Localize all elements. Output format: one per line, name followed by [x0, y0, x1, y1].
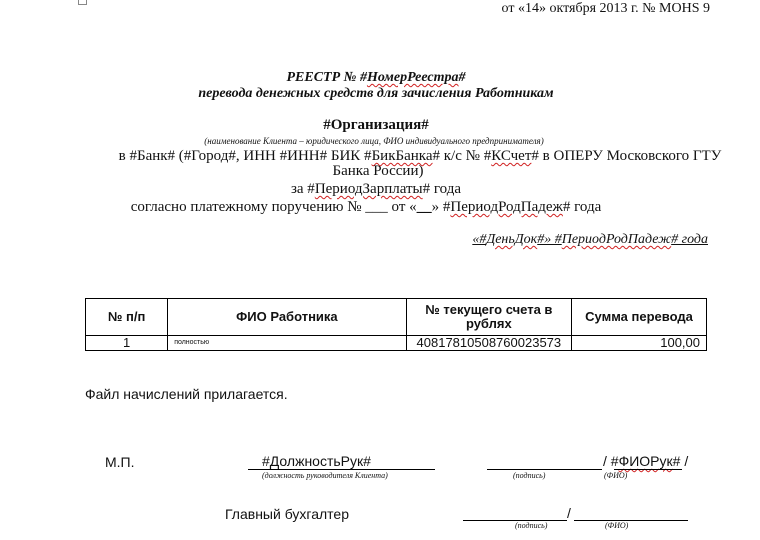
registry-subtitle: перевода денежных средств для зачисления Работникам — [198, 86, 554, 101]
registry-title — [0, 70, 756, 86]
head-position-caption: (должность руководителя Клиента) — [262, 471, 388, 480]
head-position-placeholder — [262, 453, 371, 469]
document-date — [472, 232, 708, 248]
organization-placeholder: #Организация# — [323, 117, 429, 133]
bank-text-3: # в ОПЕРУ Московского ГТУ — [531, 148, 722, 164]
salary-period — [0, 181, 756, 198]
head-signature-caption: (подпись) — [513, 471, 546, 480]
attachment-note: Файл начислений прилагается. — [85, 386, 288, 402]
bank-text-2: # к/с № # — [432, 148, 492, 164]
table-header-row — [86, 299, 707, 336]
period-suffix: # года — [422, 181, 462, 197]
payment-prefix: согласно платежному поручению № ___ от « — [130, 199, 417, 215]
head-fio-line — [614, 469, 682, 470]
head-fio-prefix: / # — [603, 453, 619, 469]
head-position-text: #ДолжностьРук# — [262, 453, 371, 469]
col-header-amount: Сумма перевода — [572, 299, 707, 336]
payment-day-blank: __ — [416, 199, 432, 215]
title-prefix: РЕЕСТР № # — [286, 70, 367, 85]
head-fio-placeholder — [603, 453, 688, 469]
chief-accountant-label: Главный бухгалтер — [225, 506, 349, 522]
bank-line-2: Банка России) — [332, 163, 424, 179]
organization-note: (наименование Клиента – юридического лица, ФИО индивидуального предпринимателя) — [204, 136, 544, 146]
title-variable: НомерРеестра — [366, 70, 459, 85]
chief-fio-caption: (ФИО) — [605, 521, 629, 530]
head-fio-suffix: # / — [672, 453, 689, 469]
head-fio-caption: (ФИО) — [604, 471, 628, 480]
col-header-number: № п/п — [86, 299, 168, 336]
stamp-label: М.П. — [105, 454, 135, 470]
payment-order-line — [0, 199, 746, 216]
date-period-variable: ПериодРодПадеж — [561, 232, 672, 247]
cell-number: 1 — [86, 336, 168, 351]
payment-variable: ПериодРодПадеж — [450, 199, 563, 215]
period-variable: ПериодЗарплаты — [314, 181, 423, 197]
checkbox-marker — [78, 0, 87, 5]
head-fio-variable: ФИОРук — [618, 453, 673, 469]
cell-amount: 100,00 — [572, 336, 707, 351]
employees-table — [85, 298, 707, 351]
date-day-variable: ДеньДок — [486, 232, 538, 247]
table-row — [86, 336, 707, 351]
bank-text-1: в #Банк# (#Город#, ИНН #ИНН# БИК # — [118, 148, 372, 164]
chief-signature-caption: (подпись) — [515, 521, 548, 530]
payment-suffix: # года — [562, 199, 602, 215]
col-header-name: ФИО Работника — [168, 299, 406, 336]
cell-account: 40817810508760023573 — [406, 336, 571, 351]
chief-slash: / — [567, 505, 571, 521]
period-prefix: за # — [290, 181, 315, 197]
payment-mid: » # — [431, 199, 451, 215]
bank-bik-variable: БикБанка — [371, 148, 433, 164]
head-signature-line — [487, 469, 602, 470]
date-p2: #» # — [537, 232, 562, 247]
chief-fio-line — [574, 520, 688, 521]
title-suffix: # — [458, 70, 466, 85]
head-position-line — [248, 469, 435, 470]
date-p3: # года — [671, 232, 708, 247]
bank-ks-variable: КСчет — [491, 148, 532, 164]
date-p1: «# — [472, 232, 487, 247]
col-header-account: № текущего счета в рублях — [406, 299, 571, 336]
document-reference: от «14» октября 2013 г. № MOHS 9 — [501, 1, 710, 16]
cell-name: полностью — [168, 336, 406, 351]
